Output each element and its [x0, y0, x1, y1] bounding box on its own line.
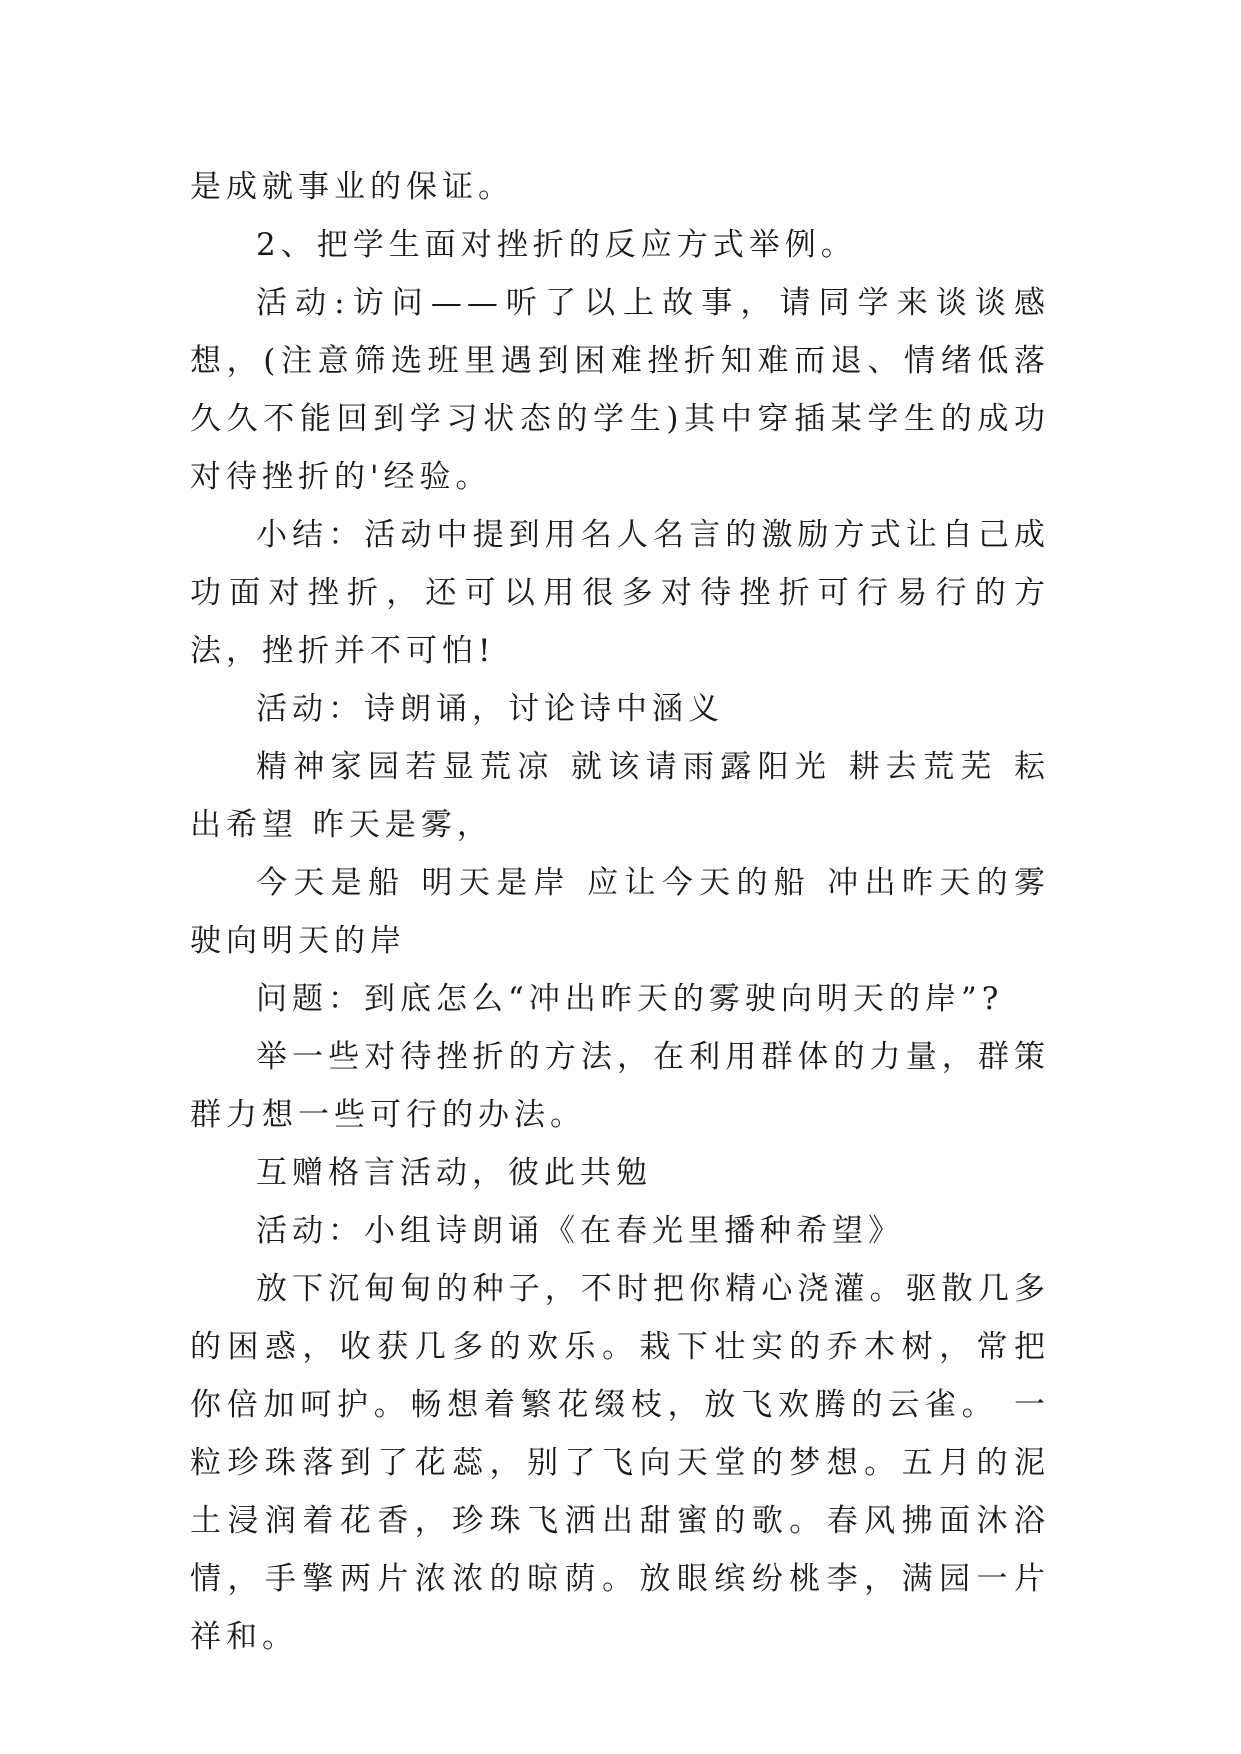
paragraph-group-recital: 活动：小组诗朗诵《在春光里播种希望》: [256, 1213, 904, 1249]
paragraph-activity-poem: 活动：诗朗诵，讨论诗中涵义: [256, 691, 724, 727]
paragraph-summary: 小结：活动中提到用名人名言的激励方式让自己成功面对挫折，还可以用很多对待挫折可行易行的方法，挫折并不可怕!: [190, 517, 1050, 669]
paragraph-continuation: 是成就事业的保证。: [190, 169, 514, 205]
paragraph-mottos: 互赠格言活动，彼此共勉: [256, 1155, 652, 1191]
document-body: [190, 158, 1050, 1666]
paragraph-poem-line-1: 精神家园若显荒凉 就该请雨露阳光 耕去荒芜 耘出希望 昨天是雾，: [190, 749, 1050, 843]
paragraph-activity-interview: 活动:访问——听了以上故事，请同学来谈谈感想，(注意筛选班里遇到困难挫折知难而退、情绪低落久久不能回到学习状态的学生)其中穿插某学生的成功对待挫折的'经验。: [190, 285, 1050, 495]
paragraph-item-2: 2、把学生面对挫折的反应方式举例。: [256, 227, 857, 263]
paragraph-poem-line-2: 今天是船 明天是岸 应让今天的船 冲出昨天的雾 驶向明天的岸: [190, 865, 1050, 959]
paragraph-poem-text: 放下沉甸甸的种子，不时把你精心浇灌。驱散几多的困惑，收获几多的欢乐。栽下壮实的乔木树，常把你倍加呵护。畅想着繁花缀枝，放飞欢腾的云雀。 一粒珍珠落到了花蕊，别了飞向天堂的梦想。五月的泥土浸润着花香，珍珠飞洒出甜蜜的歌。春风拂面沐浴情，手擎两片浓浓的晾荫。放眼缤纷桃李，满园一片祥和。: [190, 1271, 1050, 1655]
paragraph-methods: 举一些对待挫折的方法，在利用群体的力量，群策群力想一些可行的办法。: [190, 1039, 1050, 1133]
paragraph-question: 问题：到底怎么“冲出昨天的雾驶向明天的岸”?: [256, 981, 1004, 1017]
